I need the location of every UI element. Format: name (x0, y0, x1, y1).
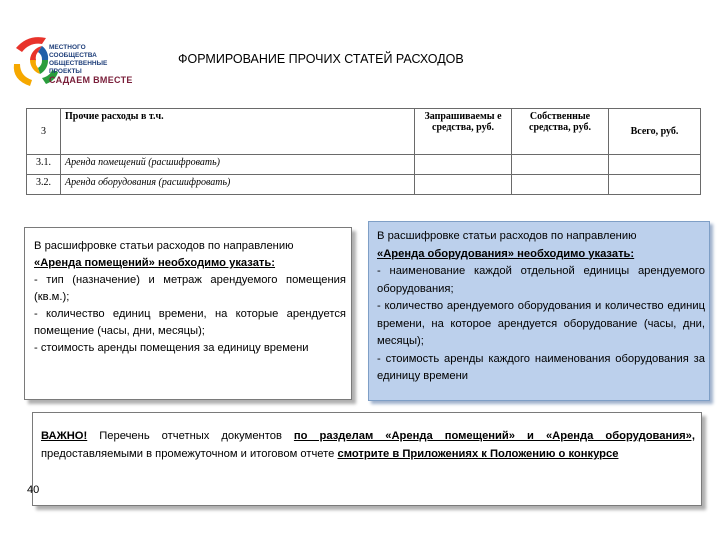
page-number: 40 (27, 484, 40, 496)
note-appendix-link: смотрите в Приложениях к Положению о конкурсе (337, 448, 619, 460)
premises-emphasis: «Аренда помещений» необходимо указать: (34, 257, 276, 269)
list-item: - количество единиц времени, на которые арендуется помещение (часы, дни, месяцы); (34, 308, 346, 337)
note-sections-link: по разделам «Аренда помещений» и «Аренда оборудования», (293, 430, 695, 442)
row-own-cell (512, 155, 609, 175)
row-total-cell (609, 155, 701, 175)
table-row (27, 155, 701, 175)
row-num: 3.2. (27, 175, 61, 195)
header-num: 3 (27, 109, 61, 155)
list-item: - количество арендуемого оборудования и количество единиц времени, на которое арендуется оборудование (часы, дни, месяцы); (377, 300, 705, 347)
logo-line-1: МЕСТНОГО СООБЩЕСТВА (49, 44, 97, 59)
logo-line-3: САДАЕМ ВМЕСТЕ (49, 75, 133, 85)
logo-text (49, 44, 134, 84)
row-name: Аренда оборудования (расшифровать) (61, 175, 415, 195)
note-text-2: предоставляемыми в промежуточном и итоговом отчете (41, 448, 338, 460)
page-title: ФОРМИРОВАНИЕ ПРОЧИХ СТАТЕЙ РАСХОДОВ (178, 52, 464, 66)
header-requested: Запрашиваемы е средства, руб. (415, 109, 512, 155)
list-item: - наименование каждой отдельной единицы арендуемого оборудования; (377, 265, 705, 295)
table-header-row (27, 109, 701, 155)
header-total: Всего, руб. (609, 109, 701, 155)
row-total-cell (609, 175, 701, 195)
premises-rental-box (24, 227, 352, 400)
note-text-1: Перечень отчетных документов (87, 430, 294, 442)
equipment-rental-box (368, 221, 710, 401)
list-item: - тип (назначение) и метраж арендуемого помещения (кв.м.); (34, 274, 346, 303)
premises-intro: В расшифровке статьи расходов по направлению (34, 240, 294, 252)
row-own-cell (512, 175, 609, 195)
row-requested-cell (415, 155, 512, 175)
row-requested-cell (415, 175, 512, 195)
list-item: - стоимость аренды каждого наименования оборудования за единицу времени (377, 352, 705, 382)
list-item: - стоимость аренды помещения за единицу времени (34, 342, 309, 354)
important-label: ВАЖНО! (41, 430, 88, 442)
table-row (27, 175, 701, 195)
expenses-table (26, 108, 701, 195)
row-num: 3.1. (27, 155, 61, 175)
important-note (32, 412, 702, 506)
equipment-emphasis: «Аренда оборудования» необходимо указать: (377, 247, 635, 260)
header-own: Собственные средства, руб. (512, 109, 609, 155)
equipment-intro: В расшифровке статьи расходов по направлению (377, 230, 637, 242)
logo-line-2: ОБЩЕСТВЕННЫЕ ПРОЕКТЫ (49, 60, 108, 75)
header-name: Прочие расходы в т.ч. (61, 109, 415, 155)
row-name: Аренда помещений (расшифровать) (61, 155, 415, 175)
